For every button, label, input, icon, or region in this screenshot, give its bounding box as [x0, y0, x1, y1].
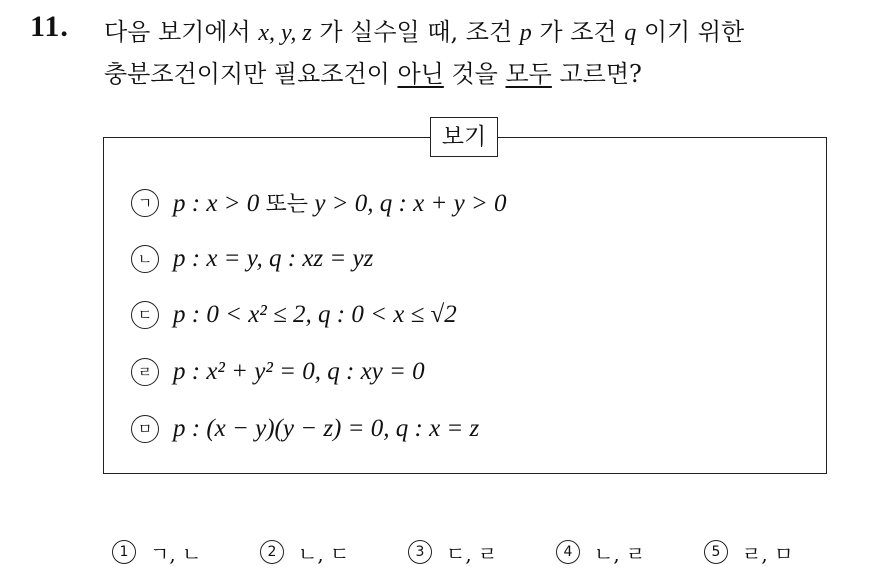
- answer-choices: [112, 535, 852, 569]
- underlined-all: 모두: [505, 60, 552, 88]
- example-item-3: [131, 301, 457, 329]
- choice-text: ㄴ, ㄹ: [594, 541, 646, 566]
- question-number: 11.: [30, 10, 69, 43]
- choice-number: 4: [556, 540, 580, 564]
- example-expression: p : (x − y)(y − z) = 0, q : x = z: [173, 415, 480, 442]
- example-box-title: 보기: [430, 117, 498, 157]
- underlined-not: 아닌: [397, 60, 444, 88]
- variable-p: p: [519, 20, 532, 46]
- question-text: [104, 12, 874, 95]
- answer-choice-5[interactable]: [704, 535, 852, 569]
- answer-choice-3[interactable]: [408, 535, 556, 569]
- example-item-5: [131, 415, 479, 443]
- choice-text: ㄴ, ㄷ: [298, 541, 350, 566]
- choice-number: 1: [112, 540, 136, 564]
- circled-marker: ㅁ: [131, 415, 159, 443]
- example-expression: p : 0 < x² ≤ 2, q : 0 < x ≤ √2: [173, 301, 457, 328]
- example-item-4: [131, 358, 425, 386]
- question-text-segment: 충분조건이지만 필요조건이: [104, 60, 398, 88]
- example-expression: p : x = y, q : xz = yz: [173, 245, 374, 272]
- question-text-segment: 다음 보기에서: [104, 18, 259, 46]
- question-text-segment: 것을: [443, 60, 506, 88]
- choice-text: ㄷ, ㄹ: [446, 541, 498, 566]
- question-text-segment: 고르면?: [551, 60, 642, 88]
- question-text-segment: 가 조건: [531, 18, 625, 46]
- variable-q: q: [624, 20, 637, 46]
- expression-korean-word: 또는: [265, 192, 309, 217]
- circled-marker: ㄱ: [131, 189, 159, 217]
- answer-choice-4[interactable]: [556, 535, 704, 569]
- question-text-segment: 가 실수일 때, 조건: [311, 18, 520, 46]
- example-item-1: [131, 187, 507, 218]
- circled-marker: ㄷ: [131, 301, 159, 329]
- question-line-1: [104, 12, 874, 54]
- circled-marker: ㄴ: [131, 245, 159, 273]
- question-text-segment: 이기 위한: [636, 18, 745, 46]
- example-expression: [173, 187, 507, 218]
- example-item-2: [131, 245, 373, 273]
- answer-choice-1[interactable]: [112, 535, 260, 569]
- choice-number: 5: [704, 540, 728, 564]
- choice-text: ㄹ, ㅁ: [742, 541, 794, 566]
- variables-xyz: x, y, z: [258, 20, 312, 46]
- example-expression: p : x² + y² = 0, q : xy = 0: [173, 358, 425, 385]
- choice-number: 2: [260, 540, 284, 564]
- expression-part: p : x > 0: [173, 190, 266, 217]
- expression-part: y > 0, q : x + y > 0: [308, 190, 507, 217]
- choice-number: 3: [408, 540, 432, 564]
- circled-marker: ㄹ: [131, 358, 159, 386]
- answer-choice-2[interactable]: [260, 535, 408, 569]
- question-line-2: [104, 54, 874, 95]
- choice-text: ㄱ, ㄴ: [150, 541, 202, 566]
